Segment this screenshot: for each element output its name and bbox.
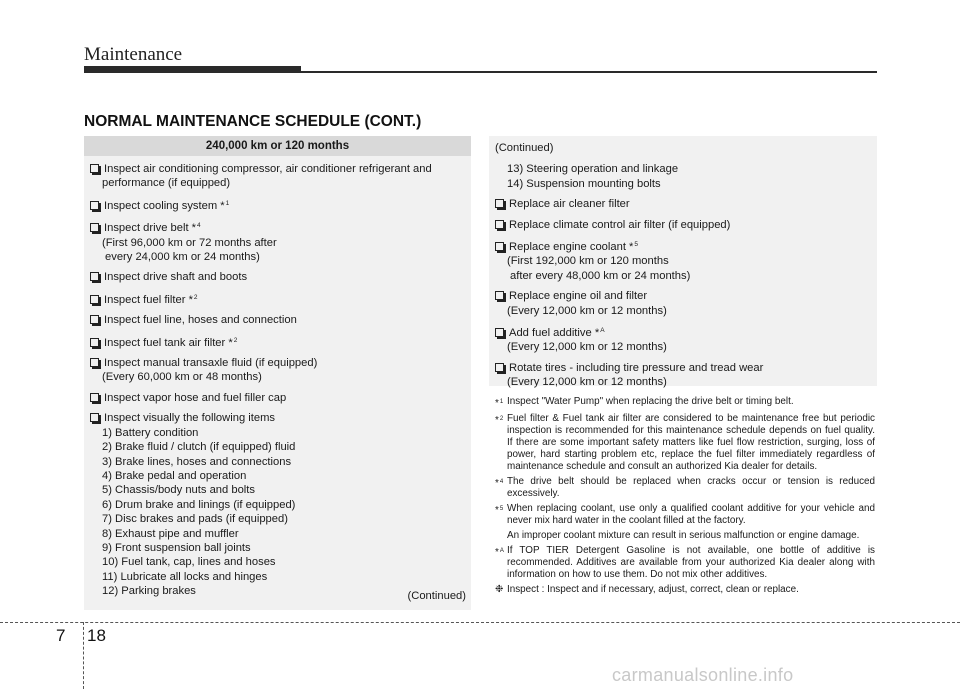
visual-item: 4) Brake pedal and operation: [102, 469, 247, 482]
visual-item: 2) Brake fluid / clutch (if equipped) fluid: [102, 441, 296, 454]
checkbox-icon: [495, 291, 504, 300]
section-title: NORMAL MAINTENANCE SCHEDULE (CONT.): [84, 113, 422, 130]
visual-item: 8) Exhaust pipe and muffler: [102, 527, 239, 540]
checkbox-icon: [90, 201, 99, 210]
checkbox-icon: [90, 393, 99, 402]
checkbox-icon: [495, 328, 504, 337]
list-item: Inspect manual transaxle fluid (if equipped) (Every 60,000 km or 48 months): [90, 356, 466, 385]
footnote: *$^1$ Inspect "Water Pump" when replacing the drive belt or timing belt.: [495, 396, 794, 409]
list-item: Inspect drive shaft and boots: [90, 270, 466, 284]
schedule-interval-heading: 240,000 km or 120 months: [84, 136, 471, 156]
list-item: Inspect fuel tank air filter *$^2$: [90, 334, 466, 350]
page-number: 18: [87, 626, 106, 645]
visual-item: 6) Drum brake and linings (if equipped): [102, 498, 296, 511]
watermark: carmanualsonline.info: [612, 665, 794, 685]
list-item: Inspect air conditioning compressor, air conditioner refrigerant and performance (if equipped): [90, 162, 466, 191]
footnote: *$^5$ When replacing coolant, use only a qualified coolant additive for your vehicle and never mix hard water in the coolant filled at the factory.: [495, 503, 875, 526]
asterisk-icon: ❉: [495, 584, 504, 595]
left-item-list: [90, 162, 466, 605]
list-item: Inspect visually the following items 1) Battery condition 2) Brake fluid / clutch (if equipped) fluid 3) Brake lines, hoses and connections 4) Brake pedal and operation 5) Chassis/body nuts and bolts 6) Drum brake and linings (if equipped) 7) Disc brakes and pads (if equipped) 8) Exhaust pipe and muffler 9) Front suspension ball joints 10) Fuel tank, cap, lines and hoses 11) Lubricate all locks and hinges 12) Parking brakes: [90, 411, 466, 598]
footnote: ❉ Inspect : Inspect and if necessary, adjust, correct, clean or replace.: [495, 584, 799, 595]
list-item: Add fuel additive *$^A$ (Every 12,000 km or 12 months): [495, 324, 871, 355]
checkbox-icon: [90, 315, 99, 324]
checkbox-icon: [495, 242, 504, 251]
list-item: Rotate tires - including tire pressure and tread wear (Every 12,000 km or 12 months): [495, 361, 871, 390]
visual-item: 1) Battery condition: [102, 426, 199, 439]
right-item-list: [495, 141, 871, 396]
checkbox-icon: [495, 363, 504, 372]
visual-item: 3) Brake lines, hoses and connections: [102, 455, 292, 468]
footnote: *$^4$ The drive belt should be replaced when cracks occur or tension is reduced excessively.: [495, 476, 875, 499]
footnotes: [495, 396, 875, 599]
checkbox-icon: [90, 164, 99, 173]
checkbox-icon: [90, 413, 99, 422]
chapter-number: 7: [56, 626, 66, 645]
list-item: [495, 162, 871, 191]
footer-rule: [0, 622, 960, 623]
list-item: Inspect vapor hose and fuel filler cap: [90, 391, 466, 405]
footnote: *$^A$ If TOP TIER Detergent Gasoline is not available, one bottle of additive is recommended. Additives are available from your authorized Kia dealer along with information on how to use them. Do not mix other additives.: [495, 545, 875, 580]
visual-item: 9) Front suspension ball joints: [102, 541, 251, 554]
visual-item: 13) Steering operation and linkage: [507, 163, 679, 176]
list-item: Replace air cleaner filter: [495, 197, 871, 211]
header-title: Maintenance: [84, 44, 183, 65]
list-item: Inspect drive belt *$^4$ (First 96,000 km or 72 months after every 24,000 km or 24 months): [90, 219, 466, 264]
visual-item: 12) Parking brakes: [102, 585, 196, 598]
checkbox-icon: [90, 272, 99, 281]
footer-divider: [83, 622, 84, 689]
visual-item: 11) Lubricate all locks and hinges: [102, 570, 268, 583]
list-item: Inspect cooling system *$^1$: [90, 197, 466, 213]
footnote: *$^2$ Fuel filter & Fuel tank air filter are considered to be maintenance free but periodic inspection is recommended for this maintenance schedule depends on fuel quality. If there are some important safety matters like fuel flow restriction, surging, loss of power, hard starting problem etc, replace the fuel filter immediately regardless of maintenance schedule and consult an authorized Kia dealer for details.: [495, 413, 875, 472]
checkbox-icon: [90, 338, 99, 347]
checkbox-icon: [495, 199, 504, 208]
footnote: An improper coolant mixture can result in serious malfunction or engine damage.: [507, 530, 860, 541]
checkbox-icon: [90, 358, 99, 367]
visual-item: 7) Disc brakes and pads (if equipped): [102, 513, 288, 526]
list-item: Inspect fuel line, hoses and connection: [90, 313, 466, 327]
visual-item: 10) Fuel tank, cap, lines and hoses: [102, 556, 276, 569]
checkbox-icon: [495, 220, 504, 229]
continued-label: (Continued): [407, 590, 466, 602]
list-item: Inspect fuel filter *$^2$: [90, 291, 466, 307]
checkbox-icon: [90, 223, 99, 232]
continued-label: (Continued): [495, 142, 554, 154]
header-rule: [301, 71, 877, 73]
visual-item: 5) Chassis/body nuts and bolts: [102, 484, 255, 497]
header-bar: [84, 66, 301, 73]
checkbox-icon: [90, 295, 99, 304]
list-item: Replace climate control air filter (if equipped): [495, 218, 871, 232]
visual-item: 14) Suspension mounting bolts: [507, 177, 661, 190]
list-item: Replace engine oil and filter (Every 12,000 km or 12 months): [495, 289, 871, 318]
list-item: Replace engine coolant *$^5$ (First 192,000 km or 120 months after every 48,000 km or 24 months): [495, 238, 871, 283]
